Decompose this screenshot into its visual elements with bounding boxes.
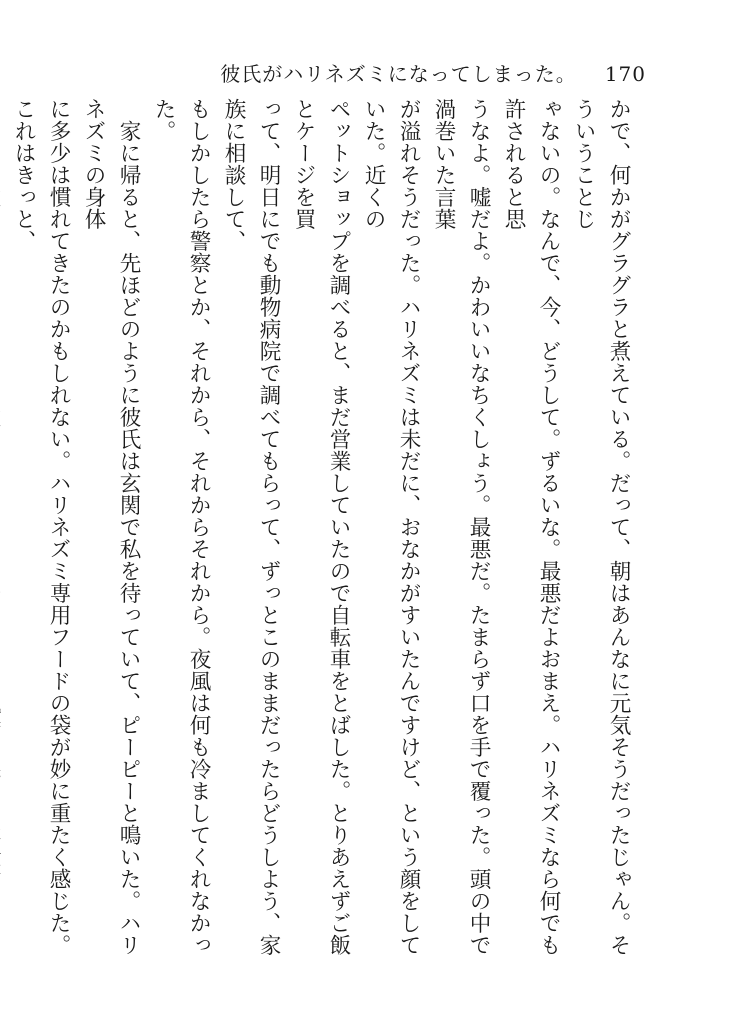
paragraph-1: かで、何かがグラグラと煮えている。だって、朝はあんなに元気そうだったじゃん。そういうことじ ゃないの。なんで、今、どうして。ずるいな。最悪だよおまえ。ハリネズミなら何でも許されると思 うなよ。嘘だよ。かわいいなちくしょう。最悪だ。たまらず口を手で覆った。頭の中で渦巻いた言葉 が溢れそうだった。ハリネズミは未だに、おなかがすいたんですけど、という顔をしていた。近くの ペットショップを調べると、まだ営業していたので自転車をとばした。とりあえずご飯とケージを買 って、明日にでも動物病院で調べてもらって、ずっとこのままだったらどうしよう、家族に相談して、 もしかしたら警察とか、それから、それからそれから。夜風は何も冷ましてくれなかった。: [151, 98, 631, 956]
paragraph-2: 家に帰ると、先ほどのように彼氏は玄関で私を待っていて、ピーピーと鳴いた。ハリネズミの身体 に多少は慣れてきたのかもしれない。ハリネズミ専用フードの袋が妙に重たく感じた。これはきっと、: [11, 98, 141, 956]
running-header: [220, 58, 646, 87]
book-title: 彼氏がハリネズミになってしまった。: [220, 62, 577, 86]
page-number: 170: [604, 62, 646, 86]
vertical-body-text: [0, 98, 636, 968]
